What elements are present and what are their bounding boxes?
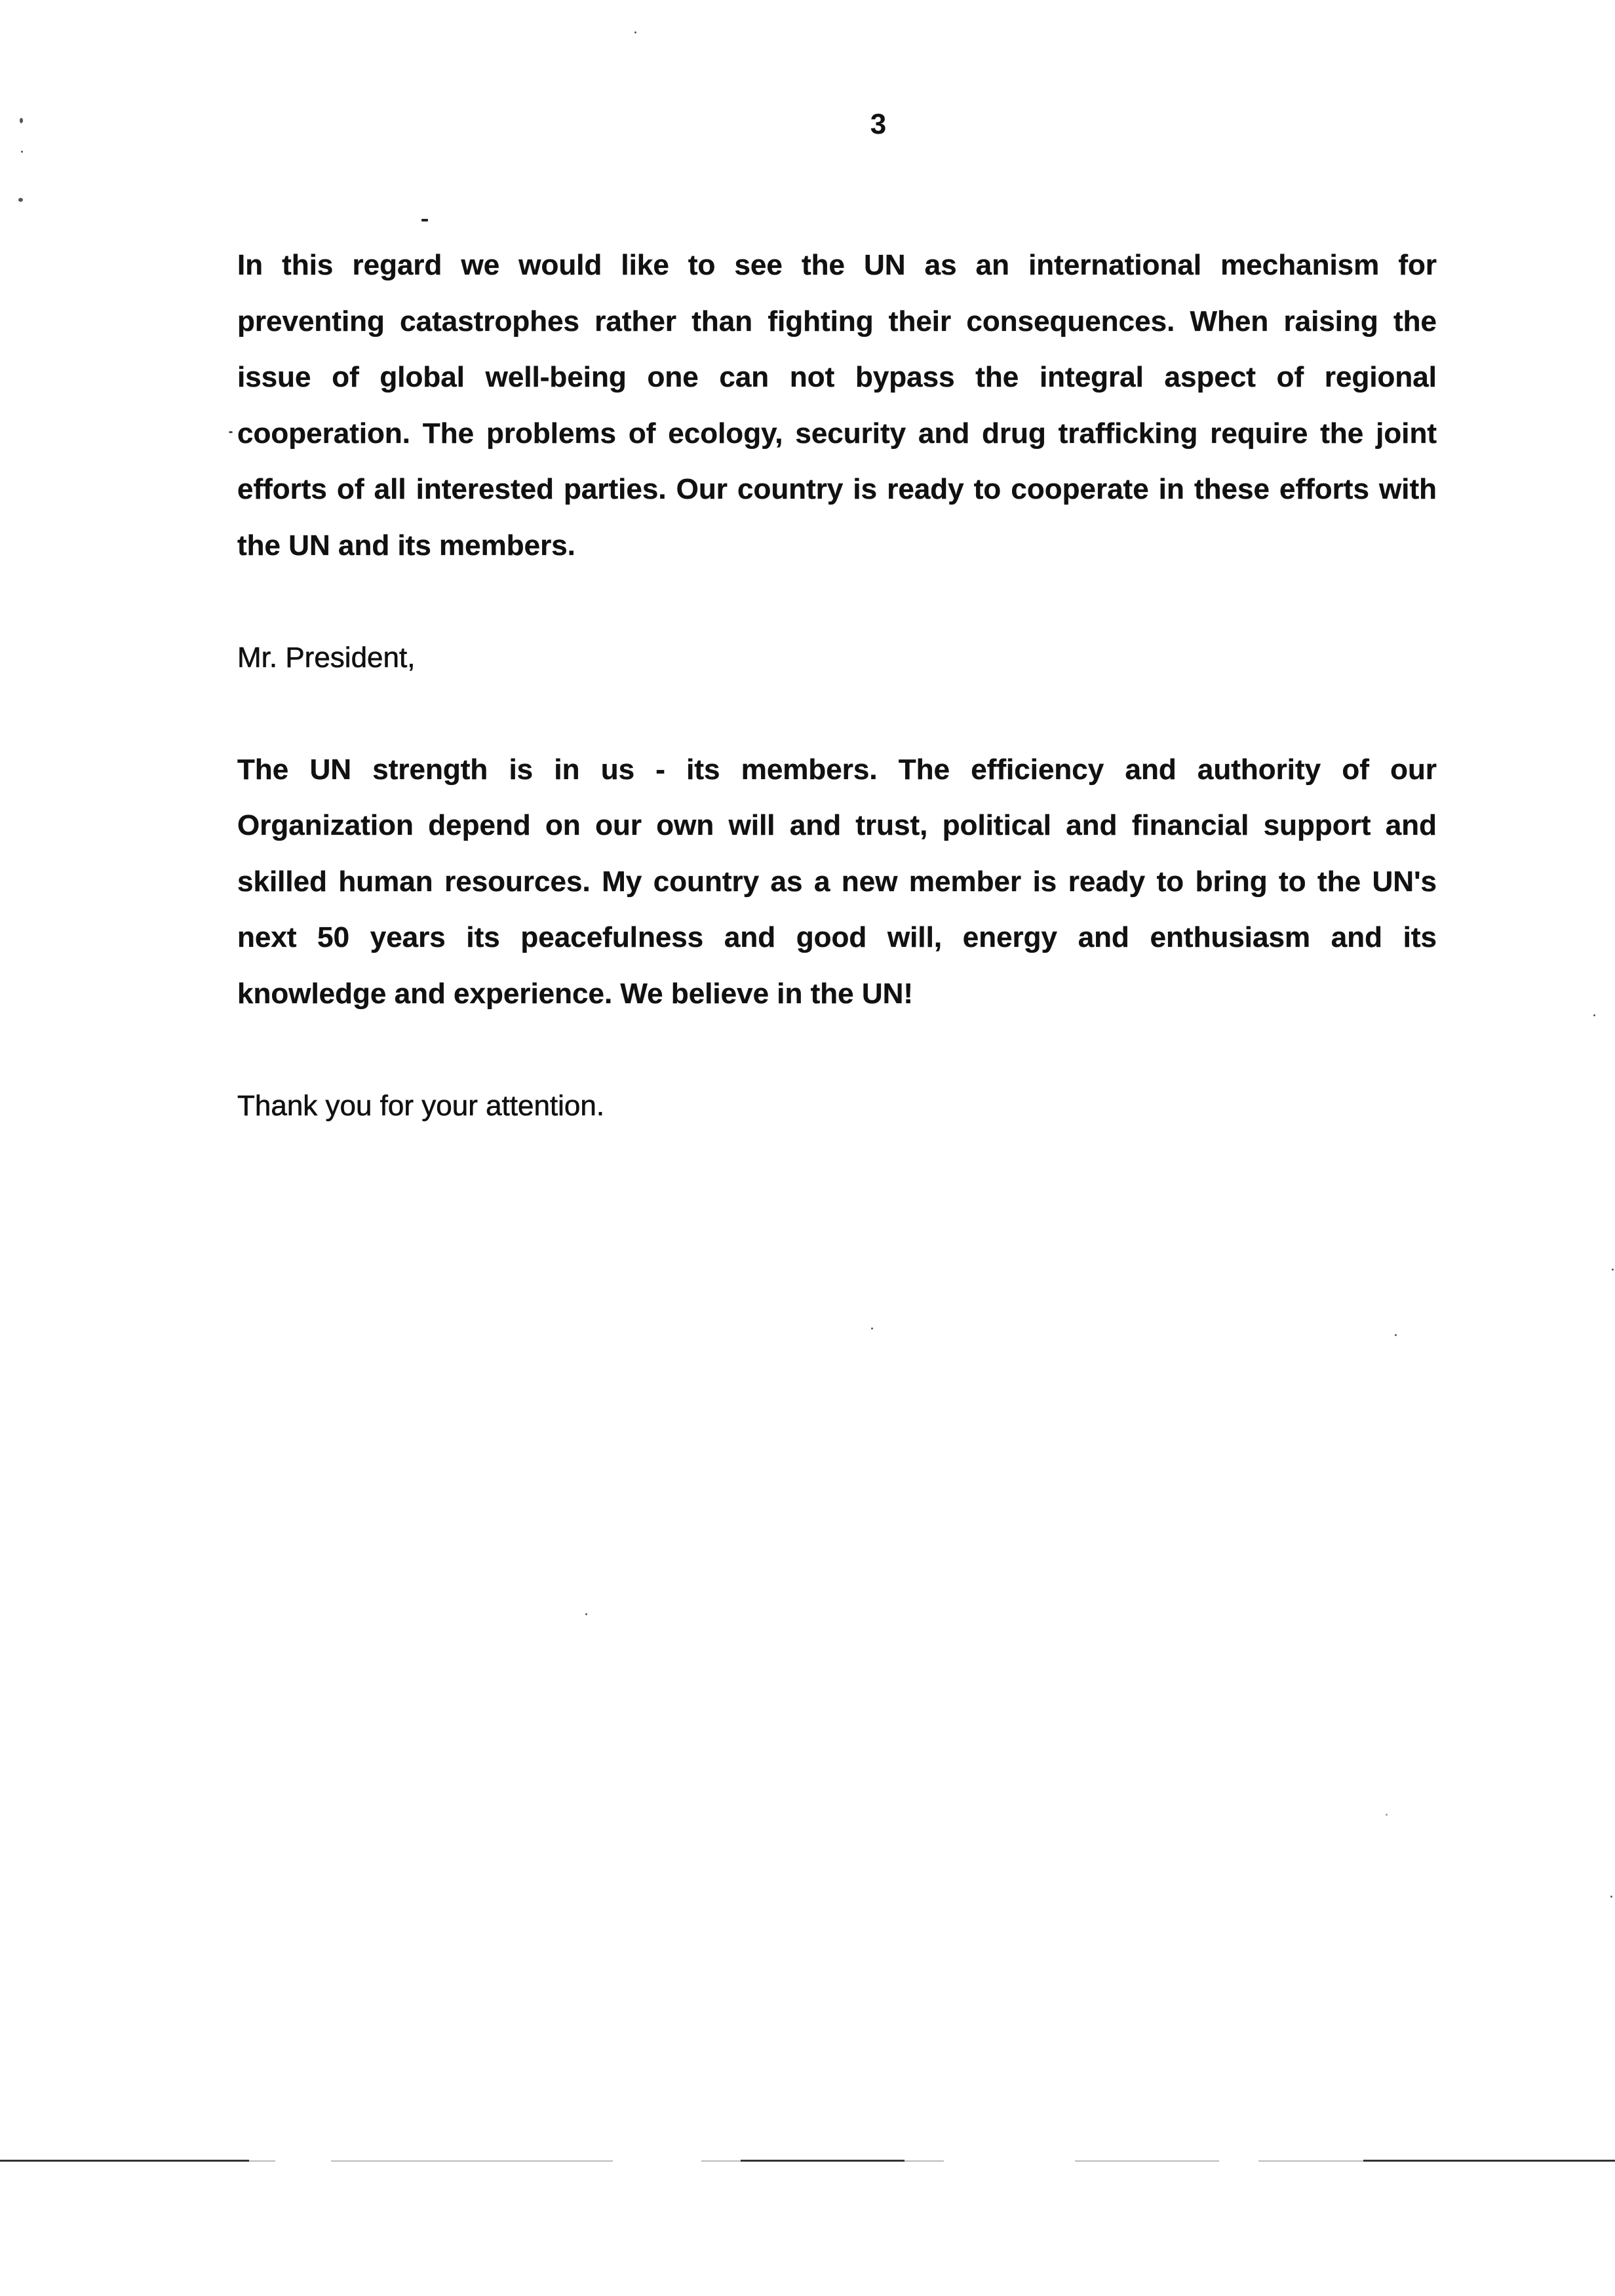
- scan-edge-line: [1258, 2160, 1363, 2162]
- scan-speck: [1610, 1896, 1612, 1898]
- paragraph-un-strength: The UN strength is in us - its members. The efficiency and authority of our Organization depend on our own will and trust, political and financial support and skilled human resources. My country as a new member is ready to bring to the UN's next 50 years its peacefulness and good will, energy and enthusiasm and its knowledge and experience. We believe in the UN!: [237, 753, 1437, 1010]
- scan-speck: [20, 118, 23, 123]
- scan-edge-line: [1075, 2160, 1219, 2162]
- scan-speck: [871, 1328, 873, 1330]
- scan-speck: [1395, 1334, 1397, 1336]
- scan-edge-line: [0, 2160, 249, 2162]
- scan-speck: [585, 1613, 587, 1615]
- salutation: Mr. President,: [237, 641, 416, 674]
- scan-speck: [421, 219, 428, 221]
- scan-speck: [229, 431, 233, 433]
- scan-edge-line: [1363, 2160, 1615, 2162]
- scan-speck: [1593, 1014, 1595, 1016]
- scan-speck: [1386, 1814, 1388, 1816]
- scan-edge-line: [905, 2160, 944, 2162]
- closing-line: Thank you for your attention.: [237, 1089, 605, 1122]
- scan-edge-line: [331, 2160, 613, 2162]
- scan-edge-line: [701, 2160, 741, 2162]
- scan-speck: [21, 151, 23, 153]
- scan-edge-line: [741, 2160, 905, 2162]
- scan-speck: [18, 198, 23, 202]
- scan-edge-line: [249, 2160, 275, 2162]
- scan-speck: [634, 31, 636, 33]
- scan-speck: [1612, 1269, 1614, 1271]
- paragraph-regional-cooperation: In this regard we would like to see the UN as an international mechanism for preventing catastrophes rather than fighting their consequences. When raising the issue of global well-being one can not bypass the integral aspect of regional cooperation. The problems of ecology, security and drug trafficking require the joint efforts of all interested parties. Our country is ready to cooperate in these efforts with the UN and its members.: [237, 249, 1437, 562]
- page-number: 3: [870, 108, 887, 140]
- document-body: [237, 237, 1437, 1134]
